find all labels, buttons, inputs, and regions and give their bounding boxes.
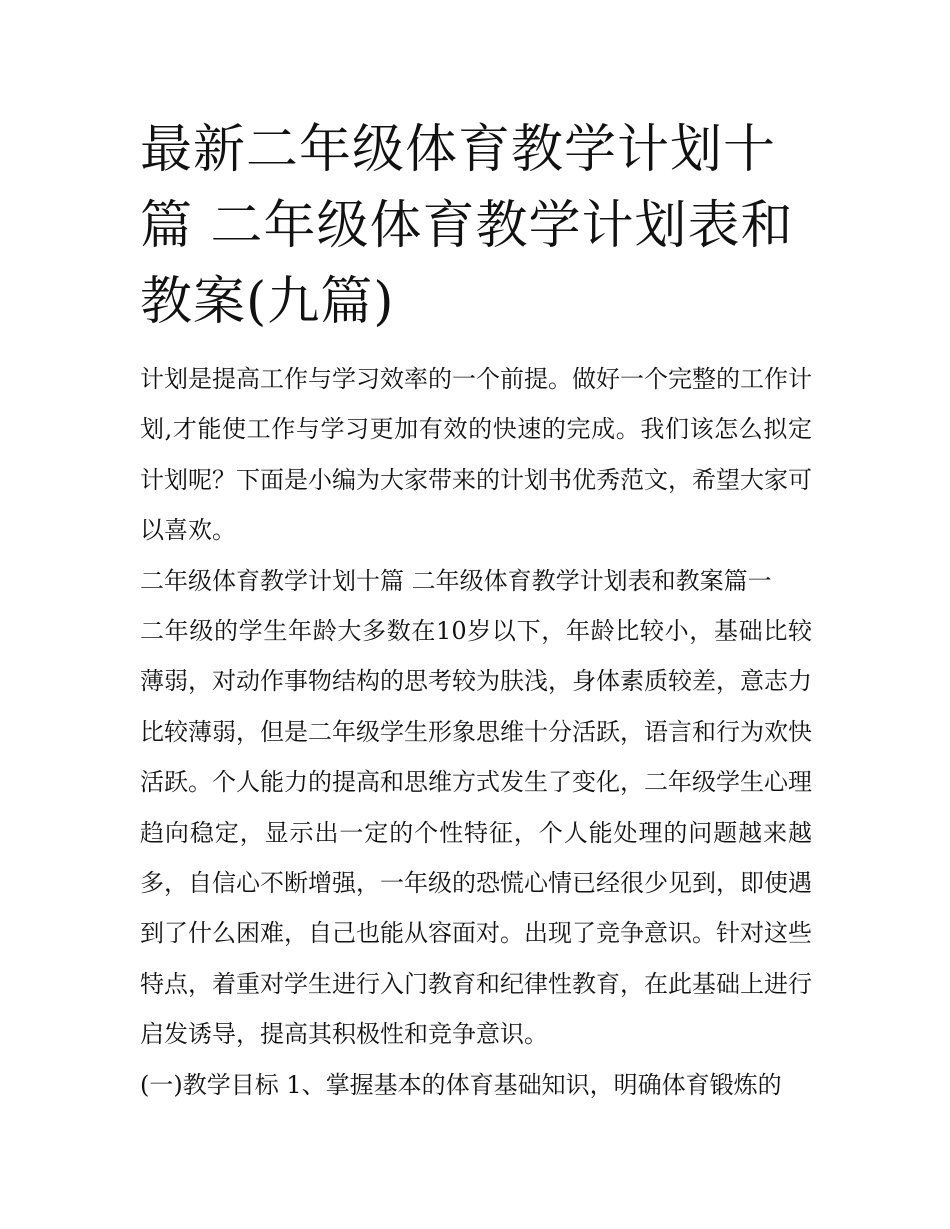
teaching-goals-paragraph: (一)教学目标 1、掌握基本的体育基础知识，明确体育锻炼的 [140, 1070, 782, 1099]
document-title: 最新二年级体育教学计划十篇 二年级体育教学计划表和教案(九篇) [140, 120, 794, 332]
section-heading-paragraph: 二年级体育教学计划十篇 二年级体育教学计划表和教案篇一 [140, 566, 772, 595]
intro-paragraph: 计划是提高工作与学习效率的一个前提。做好一个完整的工作计划,才能使工作与学习更加有效的快速的完成。我们该怎么拟定计划呢？下面是小编为大家带来的计划书优秀范文，希望大家可以喜欢。 [140, 365, 812, 545]
document-body [140, 354, 812, 1110]
student-analysis-paragraph: 二年级的学生年龄大多数在10岁以下，年龄比较小，基础比较薄弱，对动作事物结构的思考较为肤浅，身体素质较差，意志力比较薄弱，但是二年级学生形象思维十分活跃，语言和行为欢快活跃。个人能力的提高和思维方式发生了变化，二年级学生心理趋向稳定，显示出一定的个性特征，个人能处理的问题越来越多，自信心不断增强，一年级的恐慌心情已经很少见到，即使遇到了什么困难，自己也能从容面对。出现了竞争意识。针对这些特点，着重对学生进行入门教育和纪律性教育，在此基础上进行启发诱导，提高其积极性和竞争意识。 [140, 617, 812, 1049]
